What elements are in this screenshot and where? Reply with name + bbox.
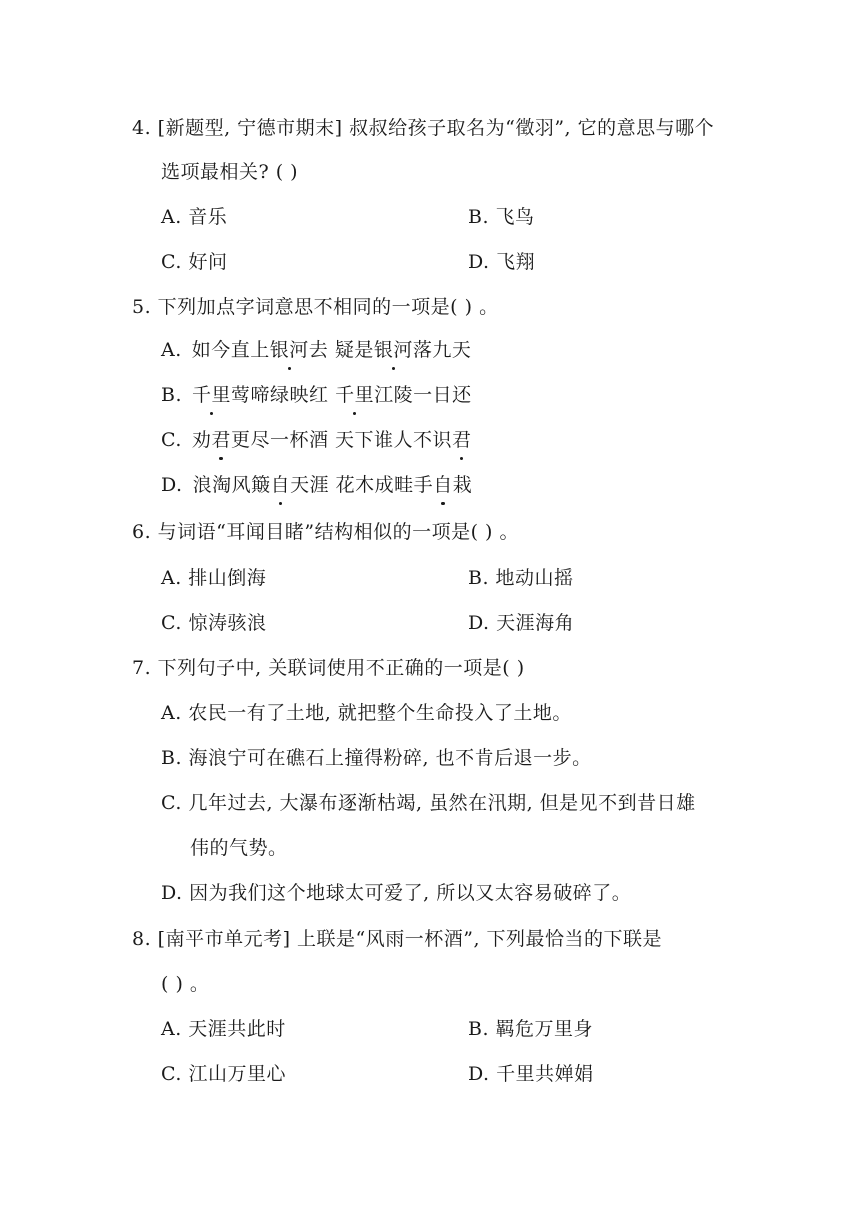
- q6-option-b: B. 地动山摇: [468, 567, 574, 589]
- option-text: 江陵一日还: [374, 384, 472, 406]
- q5-option-a: [161, 336, 471, 364]
- dotted-word: 千里: [192, 381, 231, 409]
- q7-stem: 7. 下列句子中, 关联词使用不正确的一项是( ): [132, 657, 525, 679]
- dotted-word: 自: [271, 471, 291, 499]
- q5-option-c: [161, 426, 472, 454]
- q5-option-b: [161, 381, 472, 409]
- option-text: 去 疑是: [308, 339, 374, 361]
- q7-option-a: A. 农民一有了土地, 就把整个生命投入了土地。: [161, 702, 572, 724]
- option-text: 栽: [452, 474, 473, 496]
- dotted-word: 银河: [374, 336, 413, 364]
- dotted-word: 自: [433, 471, 453, 499]
- option-text: 浪淘风簸: [192, 474, 271, 496]
- q8-stem-line1: 8. [南平市单元考] 上联是“风雨一杯酒”, 下列最恰当的下联是: [132, 928, 663, 950]
- q7-option-c-line1: C. 几年过去, 大瀑布逐渐枯竭, 虽然在汛期, 但是见不到昔日雄: [161, 792, 696, 814]
- dotted-word: 千里: [335, 381, 374, 409]
- q8-option-c: C. 江山万里心: [161, 1063, 286, 1085]
- option-text: 天涯 花木成畦手: [290, 474, 434, 496]
- option-label: A.: [161, 339, 182, 361]
- dotted-word: 银河: [270, 336, 309, 364]
- option-text: 如今直上: [191, 339, 270, 361]
- dotted-word: 君: [211, 426, 231, 454]
- q5-option-d: [161, 471, 472, 499]
- q5-stem: 5. 下列加点字词意思不相同的一项是( ) 。: [132, 296, 499, 318]
- q4-option-d: D. 飞翔: [468, 251, 536, 273]
- q6-option-c: C. 惊涛骇浪: [161, 612, 267, 634]
- q4-option-b: B. 飞鸟: [468, 206, 535, 228]
- option-text: 莺啼绿映红: [231, 384, 336, 406]
- option-label: C.: [161, 429, 182, 451]
- q8-option-d: D. 千里共婵娟: [468, 1063, 594, 1085]
- q8-option-b: B. 羁危万里身: [468, 1018, 594, 1040]
- dotted-word: 君: [452, 426, 472, 454]
- q8-option-a: A. 天涯共此时: [161, 1018, 286, 1040]
- q7-option-b: B. 海浪宁可在礁石上撞得粉碎, 也不肯后退一步。: [161, 747, 592, 769]
- q7-option-d: D. 因为我们这个地球太可爱了, 所以又太容易破碎了。: [161, 882, 632, 904]
- q6-option-a: A. 排山倒海: [161, 567, 267, 589]
- option-label: B.: [161, 384, 183, 406]
- q4-option-c: C. 好问: [161, 251, 228, 273]
- option-text: 落九天: [412, 339, 472, 361]
- q4-stem-line1: 4. [新题型, 宁德市期末] 叔叔给孩子取名为“徵羽”, 它的意思与哪个: [132, 117, 715, 139]
- option-label: D.: [161, 474, 183, 496]
- option-text: 更尽一杯酒 天下谁人不识: [230, 429, 452, 451]
- q4-option-a: A. 音乐: [161, 206, 228, 228]
- option-text: 劝: [191, 429, 212, 451]
- q6-option-d: D. 天涯海角: [468, 612, 575, 634]
- q8-stem-line2: ( ) 。: [161, 973, 210, 995]
- q7-option-c-line2: 伟的气势。: [190, 837, 288, 859]
- q4-stem-line2: 选项最相关? ( ): [161, 161, 299, 183]
- q6-stem: 6. 与词语“耳闻目睹”结构相似的一项是( ) 。: [132, 521, 519, 543]
